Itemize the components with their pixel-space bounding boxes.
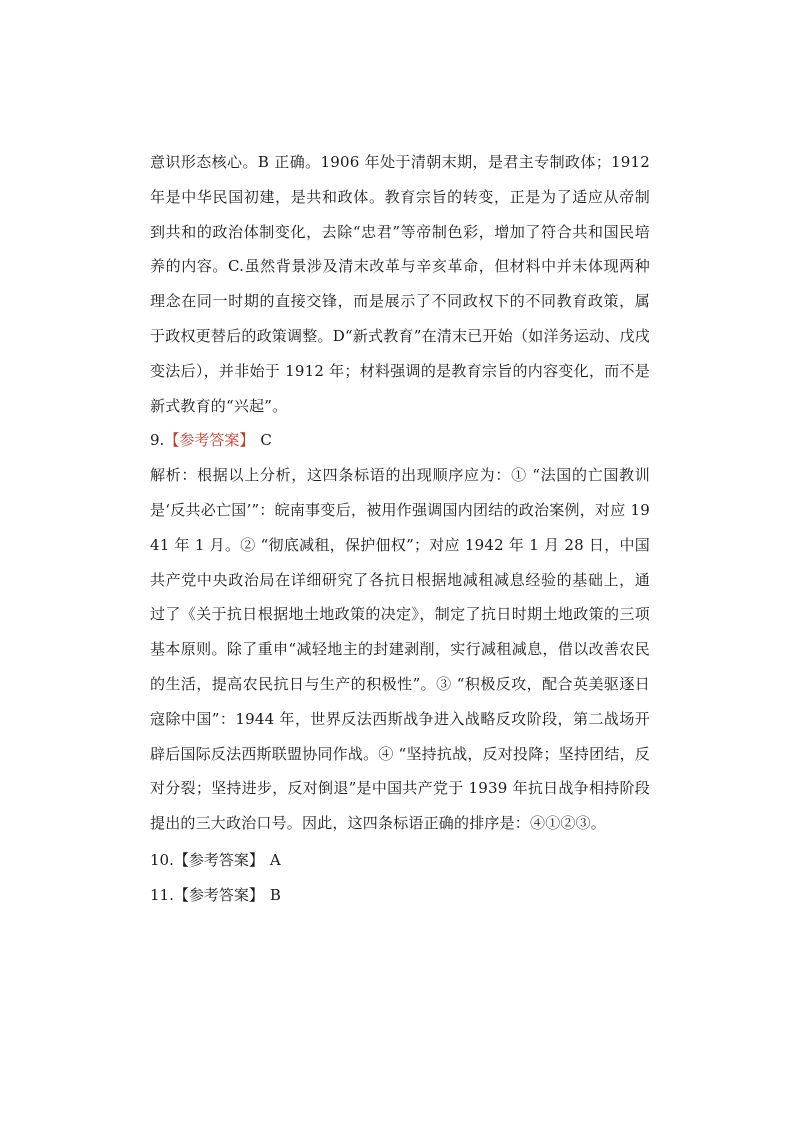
answer-letter: A	[269, 850, 281, 869]
question-number: 11.	[150, 885, 174, 904]
answer-line-q9	[150, 423, 650, 458]
intro-paragraph: 意识形态核心。B 正确。1906 年处于清朝末期，是君主专制政体；1912 年是中华民国初建，是共和政体。教育宗旨的转变，正是为了适应从帝制到共和的政治体制变化，去除“忠君”等帝制色彩，增加了符合共和国民培养的内容。C.虽然背景涉及清末改革与辛亥革命，但材料中并未体现两种理念在同一时期的直接交锋，而是展示了不同政权下的不同教育政策，属于政权更替后的政策调整。D“新式教育”在清末已开始（如洋务运动、戊戌变法后），并非始于 1912 年；材料强调的是教育宗旨的内容变化，而不是新式教育的“兴起”。	[150, 153, 650, 415]
page-content	[150, 145, 650, 913]
answer-line-q11	[150, 878, 650, 913]
analysis-paragraph: 解析：根据以上分析，这四条标语的出现顺序应为：① “法国的亡国教训是‘反共必亡国’”：皖南事变后，被用作强调国内团结的政治案例，对应 1941 年 1 月。② “彻底减租，保护佃权”；对应 1942 年 1 月 28 日，中国共产党中央政治局在详细研究了各抗日根据地减租减息经验的基础上，通过了《关于抗日根据地土地政策的决定》，制定了抗日时期土地政策的三项基本原则。除了重申“减轻地主的封建剥削，实行减租减息，借以改善农民的生活，提高农民抗日与生产的积极性”。③ “积极反攻，配合英美驱逐日寇除中国”：1944 年，世界反法西斯战争进入战略反攻阶段，第二战场开辟后国际反法西斯联盟协同作战。④ “坚持抗战，反对投降；坚持团结，反对分裂；坚持进步，反对倒退”是中国共产党于 1939 年抗日战争相持阶段提出的三大政治口号。因此，这四条标语正确的排序是：④①②③。	[150, 466, 650, 833]
answer-label: 【参考答案】	[173, 885, 264, 904]
question-number: 10.	[150, 850, 174, 869]
answer-label: 【参考答案】	[164, 431, 255, 450]
answer-letter: C	[260, 431, 272, 450]
answer-line-q10	[150, 843, 650, 878]
question-number: 9.	[150, 431, 165, 450]
answer-letter: B	[269, 885, 281, 904]
answer-label: 【参考答案】	[173, 850, 264, 869]
